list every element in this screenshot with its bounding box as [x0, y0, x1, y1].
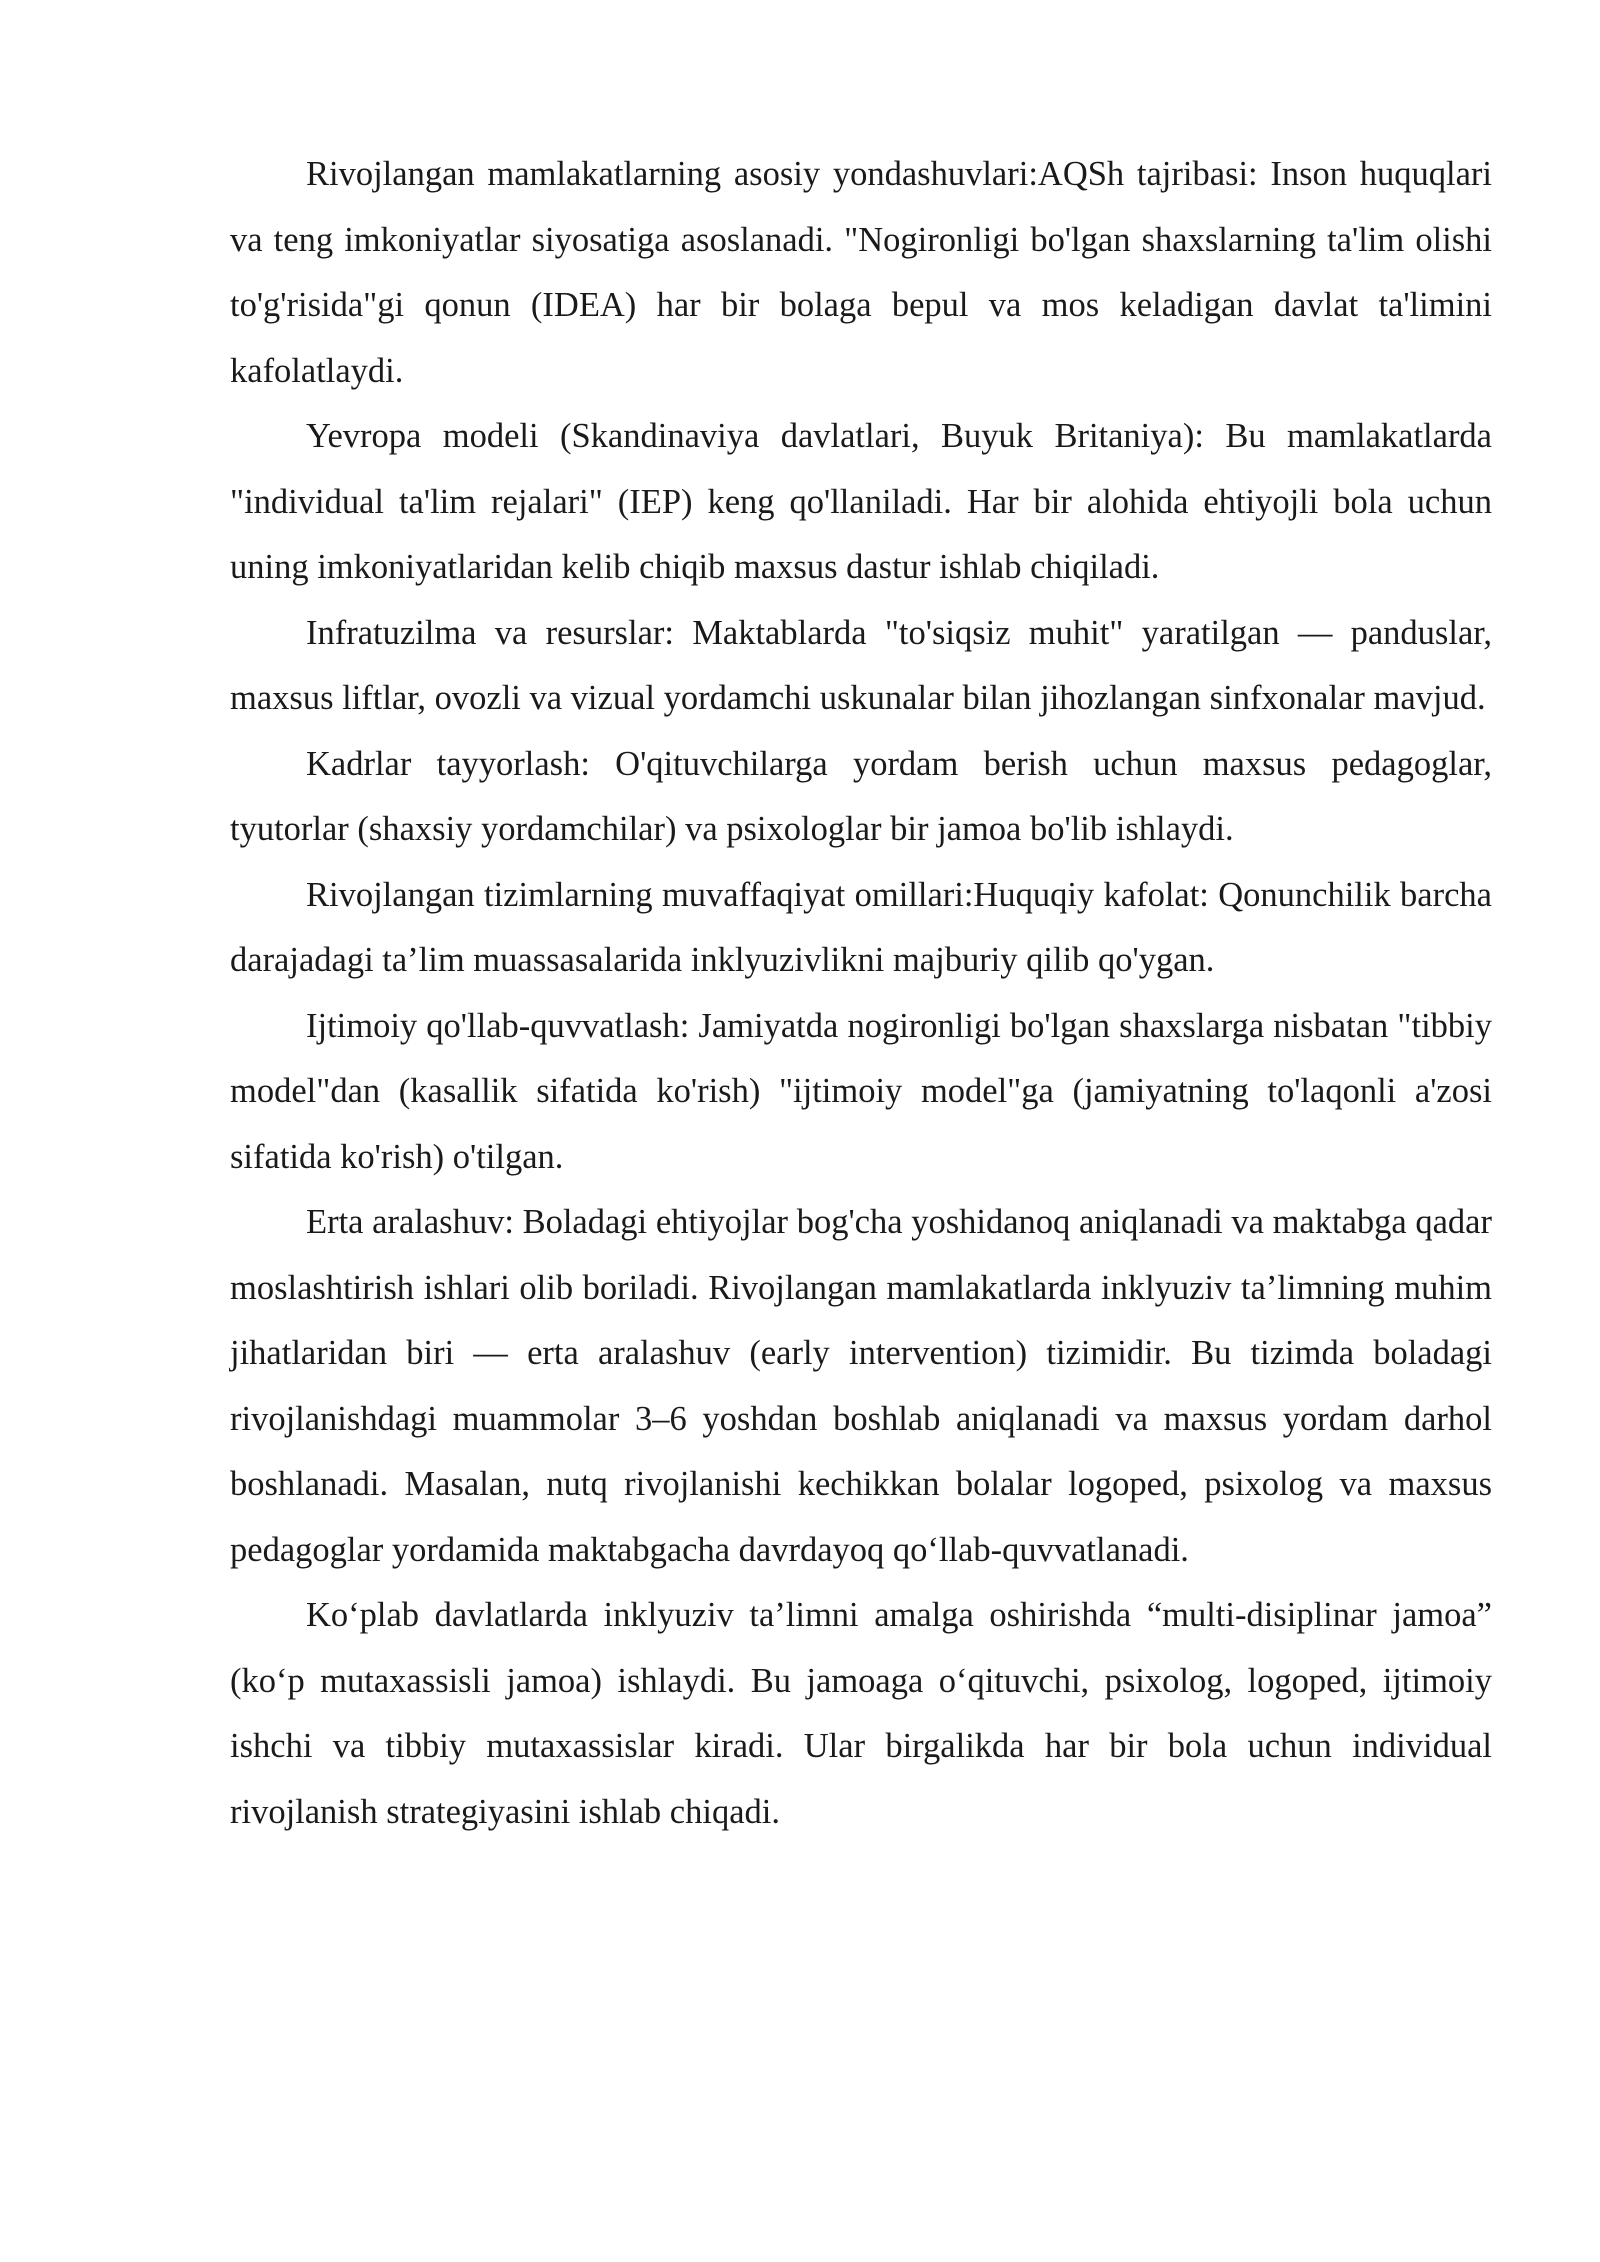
paragraph-usa-experience: Rivojlangan mamlakatlarning asosiy yondashuvlari:AQSh tajribasi: Inson huquqlari va teng imkoniyatlar siyosatiga asoslanadi. "Nogironligi bo'lgan shaxslarning ta'lim olishi to'g'risida"gi qonun (IDEA) har bir bolaga bepul va mos keladigan davlat ta'limini kafolatlaydi.	[230, 155, 1492, 390]
paragraph-early-intervention: Erta aralashuv: Boladagi ehtiyojlar bog'cha yoshidanoq aniqlanadi va maktabga qadar moslashtirish ishlari olib boriladi. Rivojlangan mamlakatlarda inklyuziv ta’limning muhim jihatlaridan biri — erta aralashuv (early intervention) tizimidir. Bu tizimda boladagi rivojlanishdagi muammolar 3–6 yoshdan boshlab aniqlanadi va maxsus yordam darhol boshlanadi. Masalan, nutq rivojlanishi kechikkan bolalar logoped, psixolog va maxsus pedagoglar yordamida maktabgacha davrdayoq qo‘llab-quvvatlanadi.	[230, 1203, 1492, 1569]
paragraph-multidisciplinary-team: Ko‘plab davlatlarda inklyuziv ta’limni amalga oshirishda “multi-disiplinar jamoa” (ko‘p mutaxassisli jamoa) ishlaydi. Bu jamoaga o‘qituvchi, psixolog, logoped, ijtimoiy ishchi va tibbiy mutaxassislar kiradi. Ular birgalikda har bir bola uchun individual rivojlanish strategiyasini ishlab chiqadi.	[230, 1596, 1492, 1831]
document-body	[230, 142, 1492, 1845]
paragraph-infrastructure: Infratuzilma va resurslar: Maktablarda "to'siqsiz muhit" yaratilgan — panduslar, maxsus liftlar, ovozli va vizual yordamchi uskunalar bilan jihozlangan sinfxonalar mavjud.	[230, 613, 1492, 717]
paragraph-european-model: Yevropa modeli (Skandinaviya davlatlari, Buyuk Britaniya): Bu mamlakatlarda "individual ta'lim rejalari" (IEP) keng qo'llaniladi. Har bir alohida ehtiyojli bola uchun uning imkoniyatlaridan kelib chiqib maxsus dastur ishlab chiqiladi.	[230, 417, 1492, 586]
paragraph-staff-training: Kadrlar tayyorlash: O'qituvchilarga yordam berish uchun maxsus pedagoglar, tyutorlar (shaxsiy yordamchilar) va psixologlar bir jamoa bo'lib ishlaydi.	[230, 744, 1492, 848]
paragraph-success-factors: Rivojlangan tizimlarning muvaffaqiyat omillari:Huquqiy kafolat: Qonunchilik barcha darajadagi ta’lim muassasalarida inklyuzivlikni majburiy qilib qo'ygan.	[230, 875, 1492, 979]
paragraph-social-support: Ijtimoiy qo'llab-quvvatlash: Jamiyatda nogironligi bo'lgan shaxslarga nisbatan "tibbiy model"dan (kasallik sifatida ko'rish) "ijtimoiy model"ga (jamiyatning to'laqonli a'zosi sifatida ko'rish) o'tilgan.	[230, 1006, 1492, 1176]
